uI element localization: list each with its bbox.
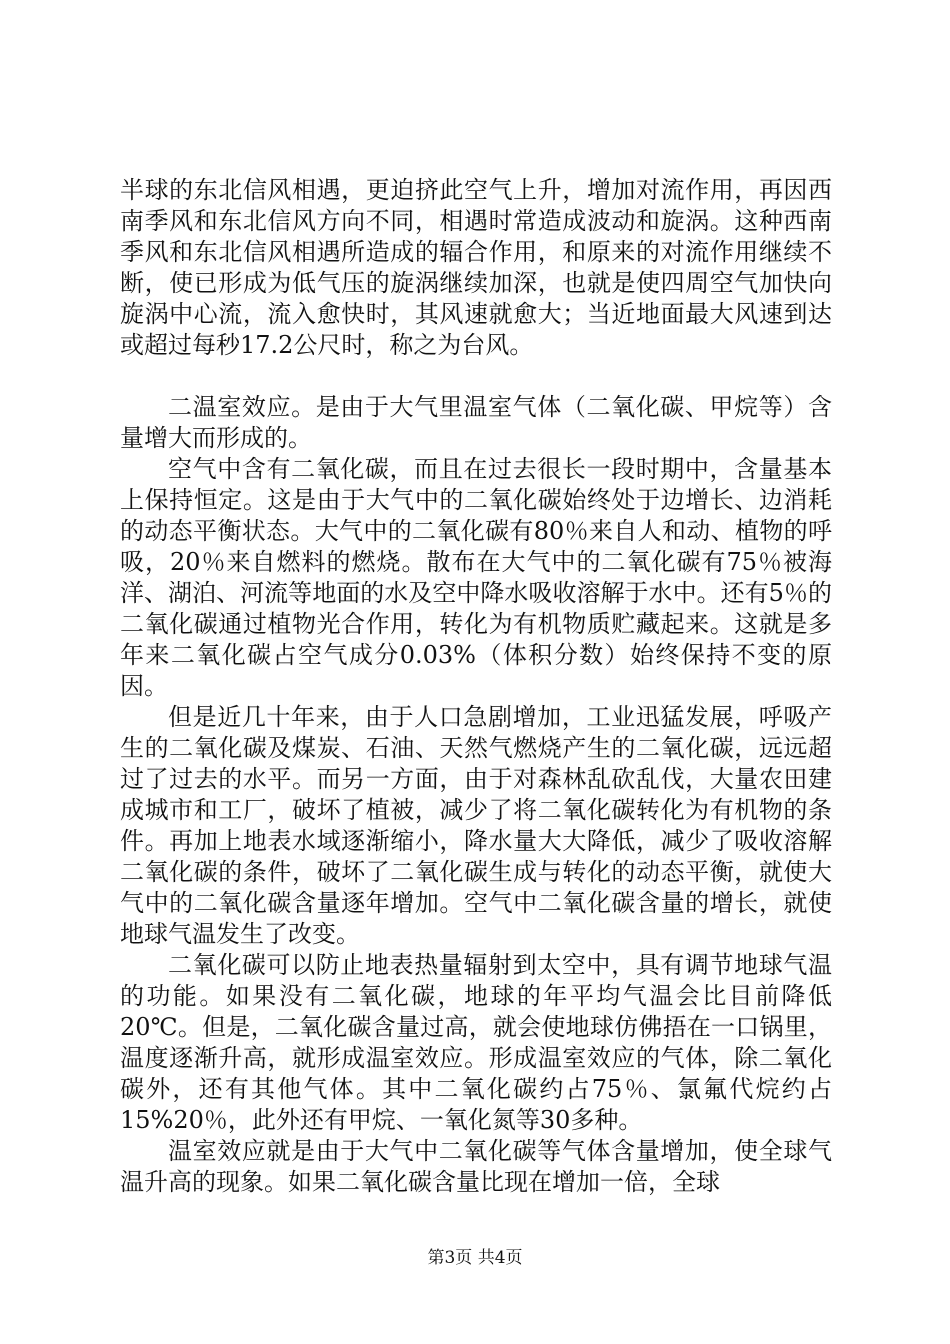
paragraph-co2-balance: 空气中含有二氧化碳，而且在过去很长一段时期中，含量基本上保持恒定。这是由于大气中的二氧化碳始终处于边增长、边消耗的动态平衡状态。大气中的二氧化碳有80％来自人和动、植物的呼吸，20％来自燃料的燃烧。散布在大气中的二氧化碳有75％被海洋、湖泊、河流等地面的水及空中降水吸收溶解于水中。还有5％的二氧化碳通过植物光合作用，转化为有机物质贮藏起来。这就是多年来二氧化碳占空气成分0.03%（体积分数）始终保持不变的原因。 xyxy=(120,455,832,700)
paragraph-greenhouse-heading: 二温室效应。是由于大气里温室气体（二氧化碳、甲烷等）含量增大而形成的。 xyxy=(120,393,832,452)
paragraph-greenhouse-definition: 温室效应就是由于大气中二氧化碳等气体含量增加，使全球气温升高的现象。如果二氧化碳含量比现在增加一倍，全球 xyxy=(120,1137,832,1196)
paragraph-co2-increase: 但是近几十年来，由于人口急剧增加，工业迅猛发展，呼吸产生的二氧化碳及煤炭、石油、天然气燃烧产生的二氧化碳，远远超过了过去的水平。而另一方面，由于对森林乱砍乱伐，大量农田建成城市和工厂，破坏了植被，减少了将二氧化碳转化为有机物的条件。再加上地表水域逐渐缩小，降水量大大降低，减少了吸收溶解二氧化碳的条件，破坏了二氧化碳生成与转化的动态平衡，就使大气中的二氧化碳含量逐年增加。空气中二氧化碳含量的增长，就使地球气温发生了改变。 xyxy=(120,703,832,948)
paragraph-co2-function: 二氧化碳可以防止地表热量辐射到太空中，具有调节地球气温的功能。如果没有二氧化碳，地球的年平均气温会比目前降低20℃。但是，二氧化碳含量过高，就会使地球仿佛捂在一口锅里，温度逐渐升高，就形成温室效应。形成温室效应的气体，除二氧化碳外，还有其他气体。其中二氧化碳约占75％、氯氟代烷约占15%20％，此外还有甲烷、一氧化氮等30多种。 xyxy=(120,951,832,1134)
page-number-footer: 第3页 共4页 xyxy=(427,1248,523,1268)
paragraph-typhoon-continuation: 半球的东北信风相遇，更迫挤此空气上升，增加对流作用，再因西南季风和东北信风方向不同，相遇时常造成波动和旋涡。这种西南季风和东北信风相遇所造成的辐合作用，和原来的对流作用继续不断，使已形成为低气压的旋涡继续加深，也就是使四周空气加快向旋涡中心流，流入愈快时，其风速就愈大；当近地面最大风速到达或超过每秒17.2公尺时，称之为台风。 xyxy=(120,176,832,359)
document-body xyxy=(120,175,832,1198)
